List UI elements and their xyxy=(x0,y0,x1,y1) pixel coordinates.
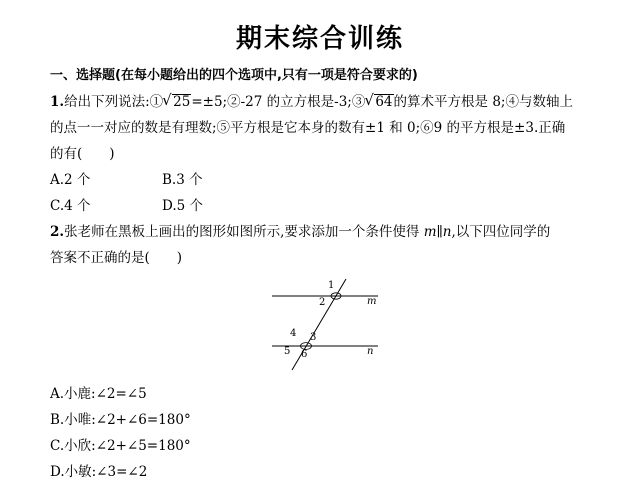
q2-number: 2. xyxy=(50,224,65,240)
angle-label-5: 5 xyxy=(284,346,291,357)
angle-label-3: 3 xyxy=(310,332,317,343)
q1-text-c: 的算术平方根是 8;④与数轴上 xyxy=(393,94,573,110)
parallel-lines-diagram xyxy=(270,276,390,372)
q2-option-a[interactable]: A.小鹿:∠2=∠5 xyxy=(50,386,147,402)
angle-label-2: 2 xyxy=(319,297,326,308)
line-m-label: m xyxy=(367,296,377,307)
q2-option-d[interactable]: D.小敏:∠3=∠2 xyxy=(50,464,148,480)
line-n-label: n xyxy=(367,346,374,357)
q1-option-d[interactable]: D.5 个 xyxy=(162,198,204,214)
q1-line2: 的点一一对应的数是有理数;⑤平方根是它本身的数有±1 和 0;⑥9 的平方根是±3.正确 xyxy=(50,120,566,136)
q1-option-b[interactable]: B.3 个 xyxy=(162,172,203,188)
q2-option-c[interactable]: C.小欣:∠2+∠5=180° xyxy=(50,438,191,454)
q1-text-b: =±5;②-27 的立方根是-3;③ xyxy=(191,94,366,110)
q2-line1 xyxy=(50,220,550,240)
angle-label-1: 1 xyxy=(328,280,335,291)
q2-text-b: ,以下四位同学的 xyxy=(451,224,551,240)
q2-parallel: ∥ xyxy=(436,224,443,240)
q1-number: 1. xyxy=(50,94,65,110)
q1-line1 xyxy=(50,90,573,110)
sqrt-64: √ 64 xyxy=(374,94,393,110)
q2-n: n xyxy=(442,224,452,240)
sqrt-25: √ 25 xyxy=(172,94,191,110)
q2-option-b[interactable]: B.小唯:∠2+∠6=180° xyxy=(50,412,191,428)
q1-option-c[interactable]: C.4 个 xyxy=(50,198,91,214)
section-heading: 一、选择题(在每小题给出的四个选项中,只有一项是符合要求的) xyxy=(50,68,418,83)
angle-label-6: 6 xyxy=(301,349,308,360)
q2-m: m xyxy=(423,224,437,240)
q1-option-a[interactable]: A.2 个 xyxy=(50,172,91,188)
angle-label-4: 4 xyxy=(290,328,297,339)
q1-line3: 的有( ) xyxy=(50,146,115,162)
q2-line2: 答案不正确的是( ) xyxy=(50,250,183,266)
q1-text-a: 给出下列说法:① xyxy=(64,94,164,110)
q2-text-a: 张老师在黑板上画出的图形如图所示,要求添加一个条件使得 xyxy=(64,224,424,240)
page-title: 期末综合训练 xyxy=(235,24,404,54)
